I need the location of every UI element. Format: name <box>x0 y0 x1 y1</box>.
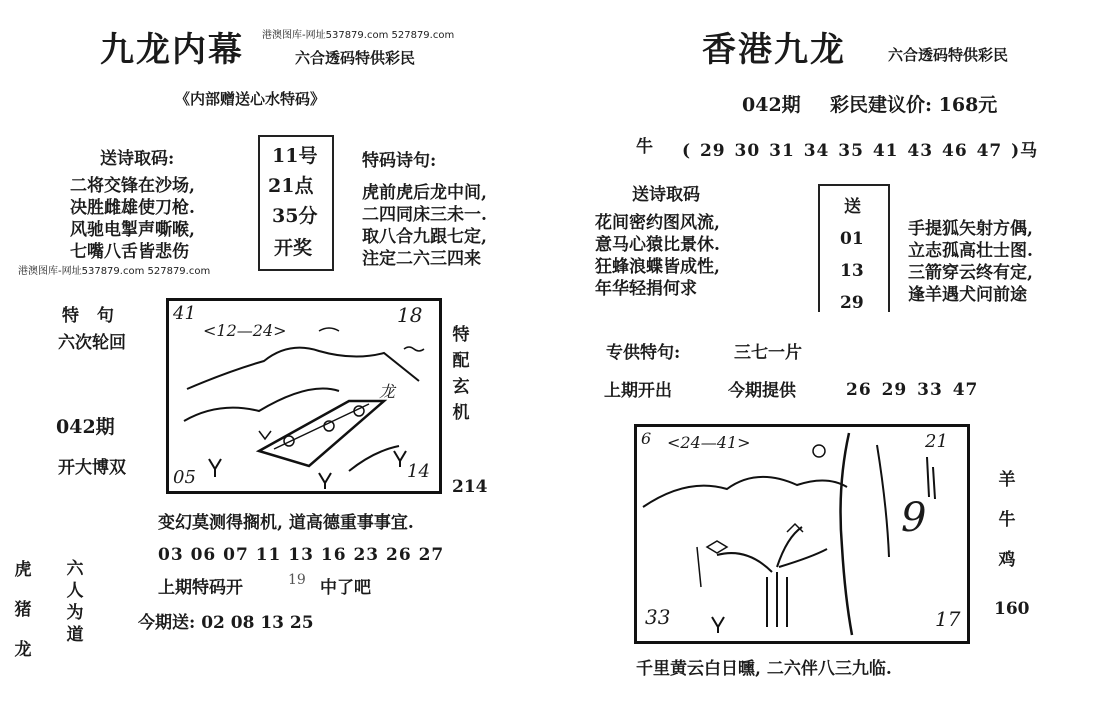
right-sketch-bl: 33 <box>645 605 671 629</box>
side-char: 牛 <box>998 510 1016 530</box>
side-char: 羊 <box>998 470 1016 490</box>
col-char: 为 <box>66 603 84 623</box>
left-sketch-bl: 05 <box>173 467 196 488</box>
bottom-col-1 <box>12 550 34 670</box>
teju-label: 特 句 <box>62 306 120 326</box>
bottom-col-2 <box>64 558 86 646</box>
song-num: 13 <box>840 261 864 281</box>
col-char: 道 <box>66 625 84 645</box>
offer-numbers: 26 29 33 47 <box>846 380 979 400</box>
song-char: 送 <box>844 197 861 217</box>
side-char: 机 <box>452 403 470 423</box>
right-side-vertical <box>996 460 1018 580</box>
last-issue-label: 上期特码开 <box>158 578 243 598</box>
right-title: 香港九龙 <box>702 30 846 70</box>
left-sketch <box>166 298 442 494</box>
right-side-number: 160 <box>994 599 1030 619</box>
left-watermark-top: 港澳图库-网址537879.com 527879.com <box>262 30 455 41</box>
teju-text: 六次轮回 <box>58 333 126 353</box>
kaida-text: 开大博双 <box>58 458 126 478</box>
right-poem-label: 送诗取码 <box>632 185 700 205</box>
tema-line: 虎前虎后龙中间, <box>362 183 487 203</box>
left-side-number: 214 <box>452 477 488 497</box>
poem-line: 七嘴八舌皆悲伤 <box>70 242 189 262</box>
poem-line: 三箭穿云终有定, <box>908 263 1033 283</box>
left-sketch-dragon: 龙 <box>379 382 396 401</box>
song-box <box>818 184 890 312</box>
left-sketch-tr: 18 <box>397 303 423 327</box>
side-char: 特 <box>452 325 470 345</box>
left-numbers: 03 06 07 11 13 16 23 26 27 <box>158 545 445 565</box>
left-side-vertical <box>450 322 472 426</box>
left-poem-label: 送诗取码: <box>100 149 175 169</box>
poem-line: 风驰电掣声嘶喉, <box>70 220 195 240</box>
poem-line: 狂蜂浪蝶皆成性, <box>595 257 720 277</box>
tema-line: 注定二六三四来 <box>362 249 481 269</box>
poem-line: 决胜雌雄使刀枪. <box>70 198 195 218</box>
niu-label: 牛 <box>636 137 653 157</box>
col-char: 人 <box>66 581 84 601</box>
this-issue: 今期送: 02 08 13 25 <box>138 613 314 633</box>
left-sketch-range: <12—24> <box>203 321 287 340</box>
poem-line: 二将交锋在沙场, <box>70 176 195 196</box>
draw-time-box <box>258 135 334 271</box>
poem-line: 手提狐矢射方偶, <box>908 219 1033 239</box>
right-price: 彩民建议价: 168元 <box>830 94 998 116</box>
draw-hour: 21点 <box>268 175 314 197</box>
left-title: 九龙内幕 <box>100 30 244 70</box>
right-sketch-tr: 21 <box>925 431 948 452</box>
right-footer: 千里黄云白日曛, 二六伴八三九临. <box>636 659 892 679</box>
special-text: 三七一片 <box>734 343 802 363</box>
song-num: 29 <box>840 293 864 312</box>
draw-minute: 35分 <box>272 205 318 227</box>
song-num: 01 <box>840 229 864 249</box>
special-label: 专供特句: <box>606 343 681 363</box>
side-char: 玄 <box>452 377 470 397</box>
col-char: 龙 <box>14 640 32 660</box>
side-char: 配 <box>452 351 470 371</box>
left-sketch-br: 14 <box>407 461 430 482</box>
right-poem <box>595 212 720 300</box>
right-side-poem <box>908 218 1033 306</box>
side-char: 鸡 <box>998 550 1016 570</box>
left-poem <box>70 175 195 263</box>
right-subtitle: 六合透码特供彩民 <box>888 46 1009 64</box>
col-char: 虎 <box>14 560 32 580</box>
poem-line: 逢羊遇犬问前途 <box>908 285 1027 305</box>
left-sketch-tl: 41 <box>173 303 196 324</box>
tema-poem <box>362 182 487 270</box>
left-issue: 042期 <box>56 416 115 438</box>
right-sketch-tl: 6 <box>641 429 652 448</box>
tema-line: 二四同床三未一. <box>362 205 487 225</box>
last-out-label: 上期开出 <box>604 381 672 401</box>
draw-day: 11号 <box>272 145 318 167</box>
poem-line: 年华轻捐何求 <box>595 279 697 299</box>
tema-label: 特码诗句: <box>362 151 437 171</box>
col-char: 六 <box>66 559 84 579</box>
this-offer-label: 今期提供 <box>728 381 796 401</box>
draw-label: 开奖 <box>274 237 313 259</box>
right-issue: 042期 <box>742 94 801 116</box>
right-sketch-nine: 9 <box>901 495 927 541</box>
left-subtitle: 六合透码特供彩民 <box>295 49 416 67</box>
last-issue-result: 中了吧 <box>320 578 371 598</box>
left-watermark-mid: 港澳图库-网址537879.com 527879.com <box>18 266 211 277</box>
row-numbers: ( 29 30 31 34 35 41 43 46 47 )马 <box>682 141 1039 161</box>
poem-line: 意马心猿比景休. <box>595 235 720 255</box>
left-proverb: 变幻莫测得搁机, 道高德重事事宜. <box>158 513 414 533</box>
left-gift-heading: 《内部赠送心水特码》 <box>175 90 326 108</box>
col-char: 猪 <box>14 600 32 620</box>
poem-line: 花间密约图风流, <box>595 213 720 233</box>
right-sketch <box>634 424 970 644</box>
last-issue-number: 19 <box>288 572 306 588</box>
tema-line: 取八合九跟七定, <box>362 227 487 247</box>
right-sketch-range: <24—41> <box>667 433 751 452</box>
right-sketch-br: 17 <box>935 607 961 631</box>
poem-line: 立志孤高壮士图. <box>908 241 1033 261</box>
